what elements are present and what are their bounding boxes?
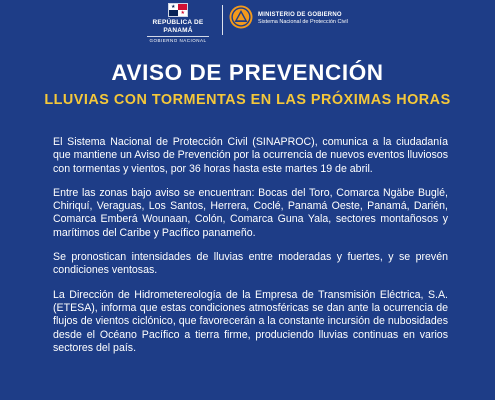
panama-flag-icon: ★ ★	[168, 3, 188, 17]
republica-panama-logo	[138, 3, 218, 44]
notice-title: AVISO DE PREVENCIÓN	[111, 60, 384, 85]
notice-subtitle: LLUVIAS CON TORMENTAS EN LAS PRÓXIMAS HORAS	[44, 92, 451, 108]
ministerio-logo-text	[258, 11, 388, 26]
notice-body	[53, 136, 448, 366]
notice-paragraph: La Dirección de Hidrometereología de la Empresa de Transmisión Eléctrica, S.A. (ETESA), informa que estas condiciones atmosféricas se dan ante la ocurrencia de flujos de vientos ciclónico, que favorecerán a la constante incursión de nubosidades desde el Océano Pacífico a tierra firme, produciendo lluvias continuas en varios sectores del país.	[53, 288, 448, 354]
logo-divider-line	[147, 36, 209, 37]
notice-paragraph: El Sistema Nacional de Protección Civil (SINAPROC), comunica a la ciudadanía que mantiene un Aviso de Prevención por la ocurrencia de nuevos eventos lluviosos con tormentas y vientos, por 36 horas hasta este martes 19 de abril.	[53, 136, 448, 175]
civil-protection-emblem-icon	[229, 5, 253, 29]
notice-paragraph: Se pronostican intensidades de lluvias entre moderadas y fuertes, y se prevén condiciones ventosas.	[53, 251, 448, 277]
ministerio-title: MINISTERIO DE GOBIERNO	[258, 12, 342, 18]
notice-paragraph: Entre las zonas bajo aviso se encuentran: Bocas del Toro, Comarca Ngäbe Buglé, Chiriquí, Veraguas, Los Santos, Herrera, Coclé, Panamá Oeste, Panamá, Darién, Comarca Emberá Wounaan, Colón, Comarca Guna Yala, sectores montañosos y marítimos del Caribe y Pacífico panameño.	[53, 186, 448, 239]
header	[0, 0, 495, 42]
republica-title: REPÚBLICA DE PANAMÁ	[152, 19, 204, 34]
sinaproc-label: Sistema Nacional de Protección Civil	[258, 19, 348, 25]
header-divider	[222, 5, 223, 35]
gobierno-nacional-label: GOBIERNO NACIONAL	[149, 37, 207, 43]
